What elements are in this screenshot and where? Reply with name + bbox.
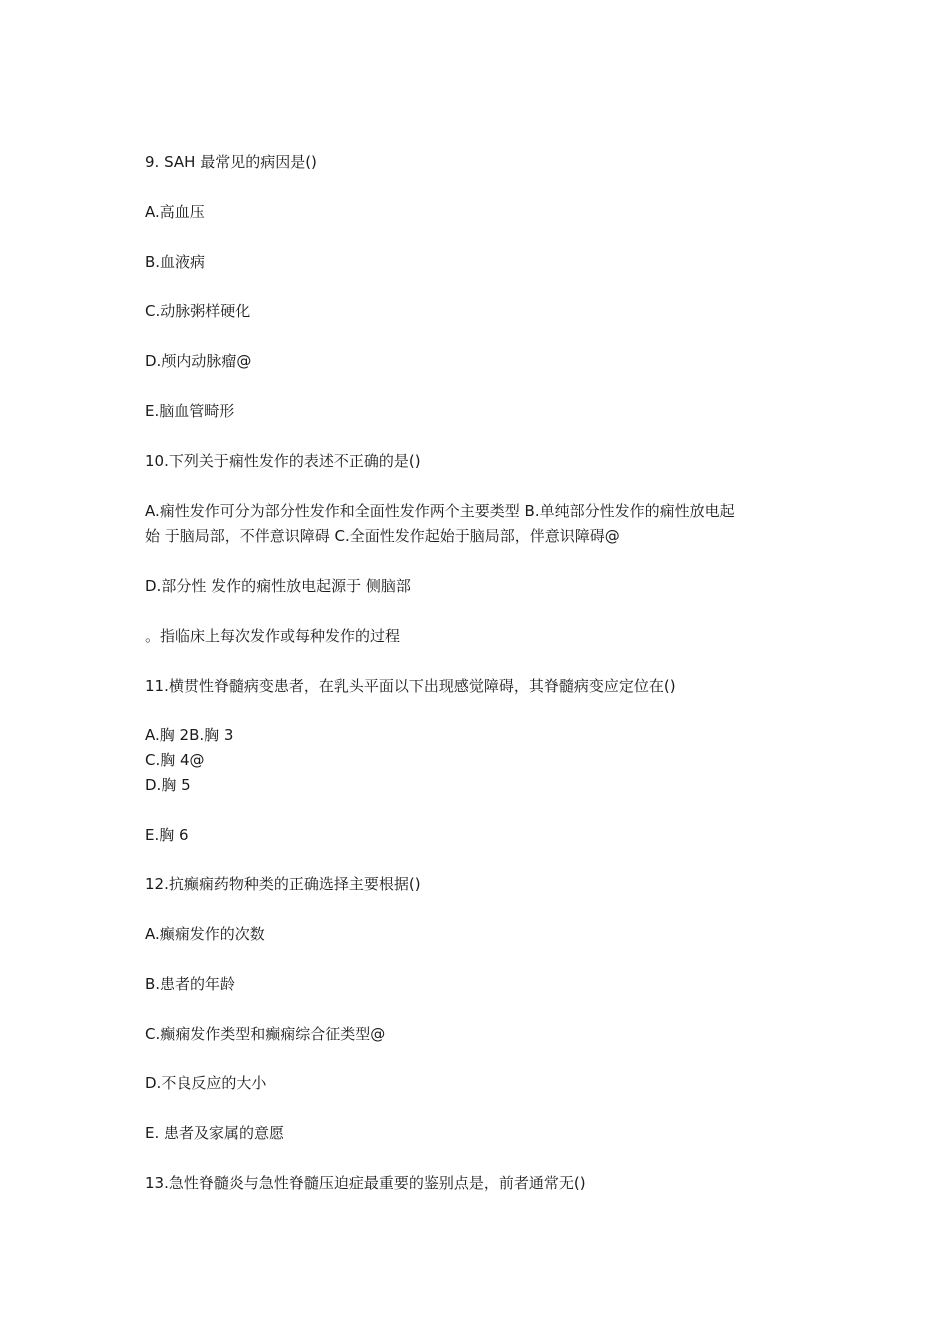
question-11-stem: 11.横贯性脊髓病变患者，在乳头平面以下出现感觉障碍，其脊髓病变应定位在() xyxy=(145,677,676,695)
question-12-option-a: A.癫痫发作的次数 xyxy=(145,925,265,943)
question-12-option-b: B.患者的年龄 xyxy=(145,975,236,993)
question-10-note: 。指临床上每次发作或每种发作的过程 xyxy=(145,627,401,645)
question-10-stem: 10.下列关于痫性发作的表述不正确的是() xyxy=(145,452,421,470)
question-9-option-b: B.血液病 xyxy=(145,253,206,271)
question-11-option-e: E.胸 6 xyxy=(145,826,189,844)
question-9-option-e: E.脑血管畸形 xyxy=(145,402,235,420)
question-10-options-line-2: 始 于脑局部，不伴意识障碍 C.全面性发作起始于脑局部，伴意识障碍@ xyxy=(145,527,620,545)
question-10-options-line-1: A.痫性发作可分为部分性发作和全面性发作两个主要类型 B.单纯部分性发作的痫性放电起 xyxy=(145,502,735,520)
question-13-stem: 13.急性脊髓炎与急性脊髓压迫症最重要的鉴别点是，前者通常无() xyxy=(145,1174,586,1192)
question-11-options-ab: A.胸 2B.胸 3 xyxy=(145,726,234,744)
question-9-stem: 9. SAH 最常见的病因是() xyxy=(145,153,317,171)
question-12-option-c: C.癫痫发作类型和癫痫综合征类型@ xyxy=(145,1025,386,1043)
question-12-option-d: D.不良反应的大小 xyxy=(145,1074,267,1092)
question-10-option-d: D.部分性 发作的痫性放电起源于 侧脑部 xyxy=(145,577,411,595)
question-11-option-d: D.胸 5 xyxy=(145,776,191,794)
question-9-option-a: A.高血压 xyxy=(145,203,205,221)
question-9-option-d: D.颅内动脉瘤@ xyxy=(145,352,252,370)
question-9-option-c: C.动脉粥样硬化 xyxy=(145,302,251,320)
question-12-stem: 12.抗癫痫药物种类的正确选择主要根据() xyxy=(145,875,421,893)
question-11-option-c: C.胸 4@ xyxy=(145,751,205,769)
question-12-option-e: E. 患者及家属的意愿 xyxy=(145,1124,285,1142)
